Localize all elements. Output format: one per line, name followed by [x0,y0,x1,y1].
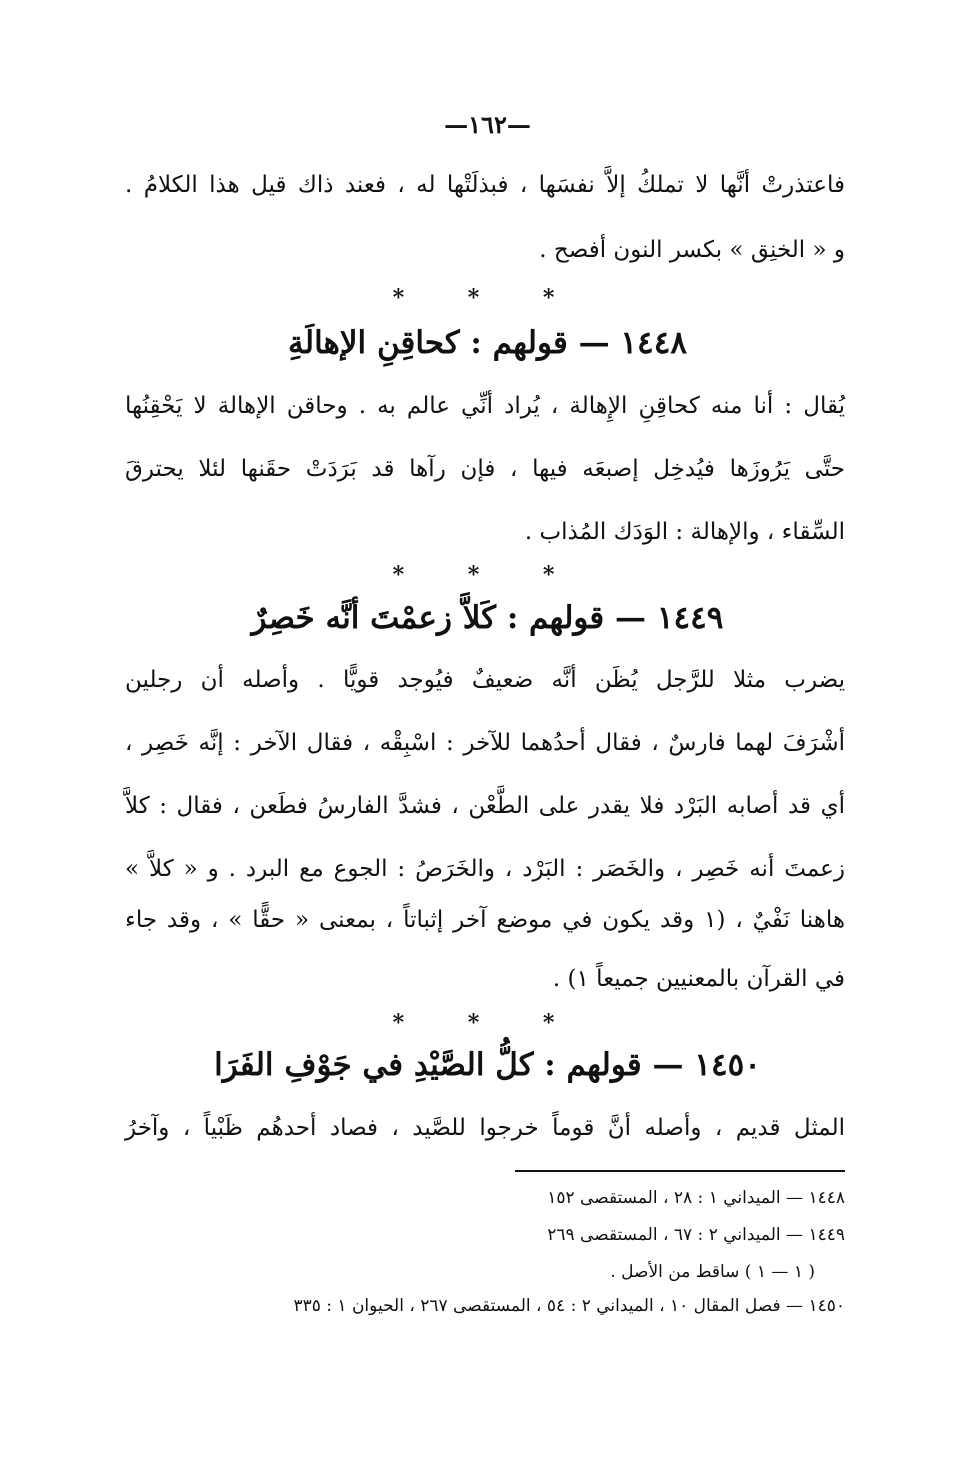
footnote: ١٤٤٩ — الميداني ٢ : ٦٧ ، المستقصى ٢٦٩ [547,1225,845,1245]
section-separator-stars: * * * [392,1010,583,1036]
text-line: أي قد أصابه البَرْد فلا يقدر على الطَّعْن ، فشدَّ الفارسُ فطَعن ، فقال : كلاَّ [125,793,845,819]
text-line: يضرب مثلا للرَّجل يُظَن أنَّه ضعيفٌ فيُوجد قويًّا . وأصله أن رجلين [125,667,845,693]
text-line: حتَّى يَرُوزَها فيُدخِل إصبعَه فيها ، فإن رآها قد بَرَدَتْ حقَنها لئلا يحترقَ [125,456,845,482]
section-separator-stars: * * * [392,285,583,311]
page-number: —١٦٢— [444,110,531,139]
text-line: فاعتذرتْ أنَّها لا تملكُ إلاَّ نفسَها ، فبذلَتْها له ، فعند ذاك قيل هذا الكلامُ . [125,172,845,198]
proverb-heading: ١٤٥٠ — قولهم : كلُّ الصَّيْدِ في جَوْفِ الفَرَا [214,1047,761,1083]
footnote-rule [515,1170,845,1172]
text-line: هاهنا نَفْيٌ ، (١ وقد يكون في موضع آخر إثباتاً ، بمعنى « حقًّا » ، وقد جاء [125,907,846,933]
proverb-heading: ١٤٤٨ — قولهم : كحاقِنِ الإهالَةِ [288,325,687,361]
text-line: المثل قديم ، وأصله أنَّ قوماً خرجوا للصَّيد ، فصاد أحدهُم ظَبْياً ، وآخرُ [125,1115,845,1141]
text-line: و « الخنِق » بكسر النون أفصح . [539,237,845,263]
text-line: زعمتَ أنه خَصِر ، والخَصَر : البَرْد ، والخَرَصُ : الجوع مع البرد . و « كلاَّ » [125,856,845,882]
footnote: ١٤٤٨ — الميداني ١ : ٢٨ ، المستقصى ١٥٢ [547,1188,845,1208]
text-line: أشْرَفَ لهما فارسٌ ، فقال أحدُهما للآخر : اسْبِقْه ، فقال الآخر : إنَّه خَصِر ، [125,730,845,756]
text-line: في القرآن بالمعنيين جميعاً ١) . [552,966,845,992]
footnote: ١٤٥٠ — فصل المقال ١٠ ، الميداني ٢ : ٥٤ ، المستقصى ٢٦٧ ، الحيوان ١ : ٣٣٥ [293,1296,845,1316]
section-separator-stars: * * * [392,562,583,588]
text-line: يُقال : أنا منه كحاقِنِ الإِهالة ، يُراد أنِّي عالم به . وحاقن الإهالة لا يَحْقِنُها [125,393,845,419]
text-line: السِّقاء ، والإهالة : الوَدَك المُذاب . [524,519,845,545]
proverb-heading: ١٤٤٩ — قولهم : كَلاَّ زعمْتَ أنَّه خَصِرٌ [251,600,724,636]
footnote: ( ١ — ١ ) ساقط من الأصل . [610,1262,815,1282]
